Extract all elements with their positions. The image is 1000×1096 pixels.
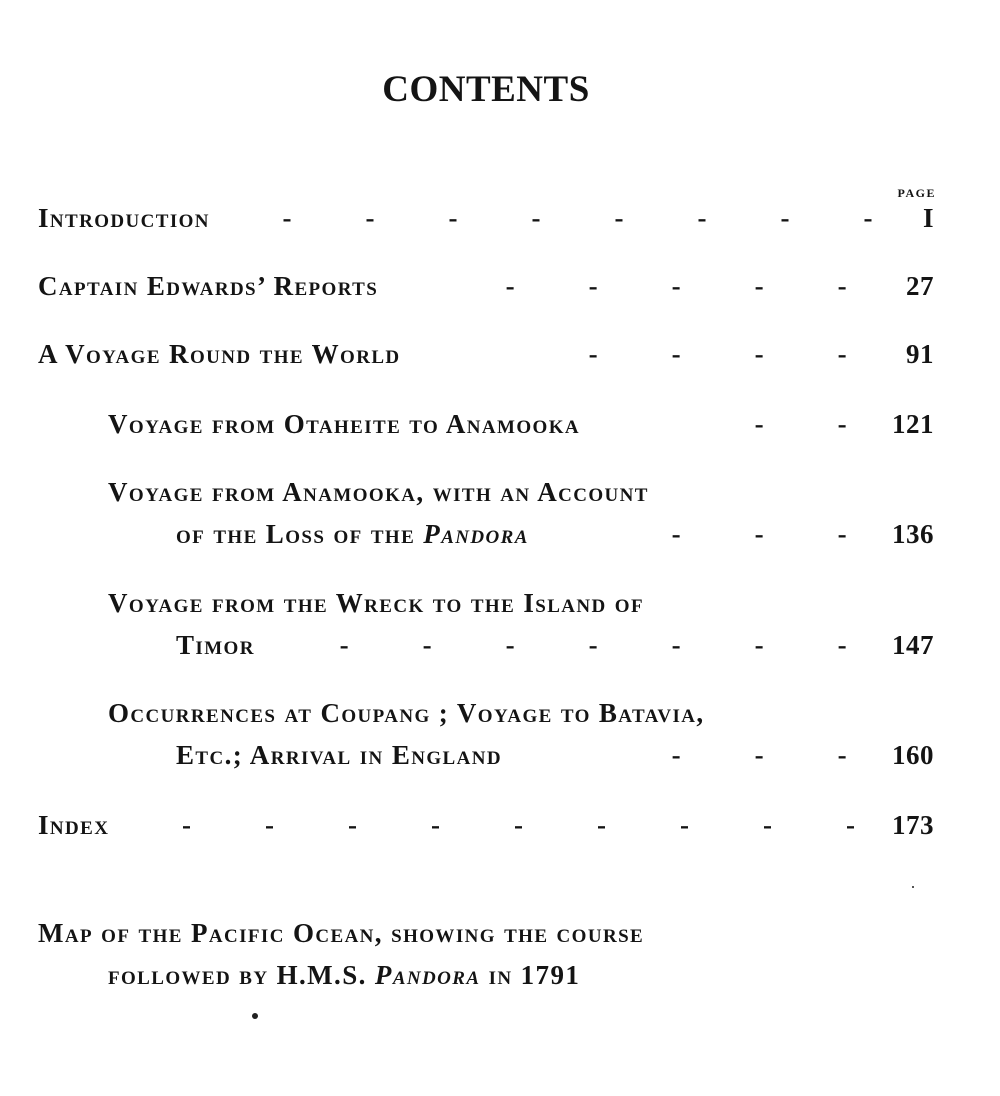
toc-entry-anamooka-line2[interactable] [176, 519, 934, 559]
leader-dashes: - - - - - - - [339, 630, 848, 660]
ship-name: Pandora [423, 519, 529, 549]
toc-entry-otaheite[interactable] [108, 409, 934, 449]
map-entry-line1[interactable]: Map of the Pacific Ocean, showing the course [38, 918, 645, 948]
ink-dot [252, 1013, 258, 1019]
toc-entry-title: Voyage from Anamooka, with an Account [108, 477, 649, 507]
leader-dashes: - - - [671, 519, 848, 549]
toc-entry-wreck-line2[interactable] [176, 630, 934, 670]
toc-entry-title: Index [38, 810, 110, 840]
toc-entry-reports[interactable] [38, 271, 934, 311]
page-column-heading: PAGE [897, 186, 936, 200]
map-entry-line2[interactable]: followed by H.M.S. Pandora in 1791 [108, 960, 581, 990]
ship-name: Pandora [374, 960, 481, 990]
page-number: I [922, 203, 934, 233]
leader-dashes: - - [754, 409, 848, 439]
toc-entry-title: Voyage from the Wreck to the Island of [108, 588, 644, 618]
page-number: 27 [906, 271, 934, 301]
toc-entry-coupang-line1[interactable] [108, 698, 868, 738]
toc-entry-title: A Voyage Round the World [38, 339, 401, 369]
leader-dashes: - - - - - - - - - [181, 810, 857, 840]
page-number: 147 [892, 630, 934, 660]
toc-entry-title-continued: Timor [176, 630, 255, 660]
page-number: 91 [906, 339, 934, 369]
toc-entry-index[interactable] [38, 810, 934, 850]
toc-entry-title-continued: Etc.; Arrival in England [176, 740, 502, 770]
leader-dashes: - - - - [588, 339, 848, 369]
toc-entry-title-continued: of the Loss of the Pandora [176, 519, 529, 549]
toc-entry-title: Captain Edwards’ Reports [38, 271, 379, 301]
page-number: 160 [892, 740, 934, 770]
page-number: 136 [892, 519, 934, 549]
toc-entry-coupang-line2[interactable] [176, 740, 934, 780]
leader-dashes: - - - - - [505, 271, 848, 301]
toc-entry-title: Occurrences at Coupang ; Voyage to Batavia, [108, 698, 705, 728]
toc-entry-wreck-line1[interactable] [108, 588, 848, 628]
leader-dashes: - - - [671, 740, 848, 770]
toc-entry-title: Introduction [38, 203, 210, 233]
ink-speck [912, 886, 914, 888]
leader-dashes: - - - - - - - - [282, 203, 874, 233]
page-number: 121 [892, 409, 934, 439]
page-title: CONTENTS [382, 69, 590, 110]
toc-entry-title: Voyage from Otaheite to Anamooka [108, 409, 580, 439]
toc-entry-voyage-round-world[interactable] [38, 339, 934, 379]
page-number: 173 [892, 810, 934, 840]
toc-entry-introduction[interactable] [38, 203, 934, 243]
toc-entry-anamooka-line1[interactable] [108, 477, 848, 517]
